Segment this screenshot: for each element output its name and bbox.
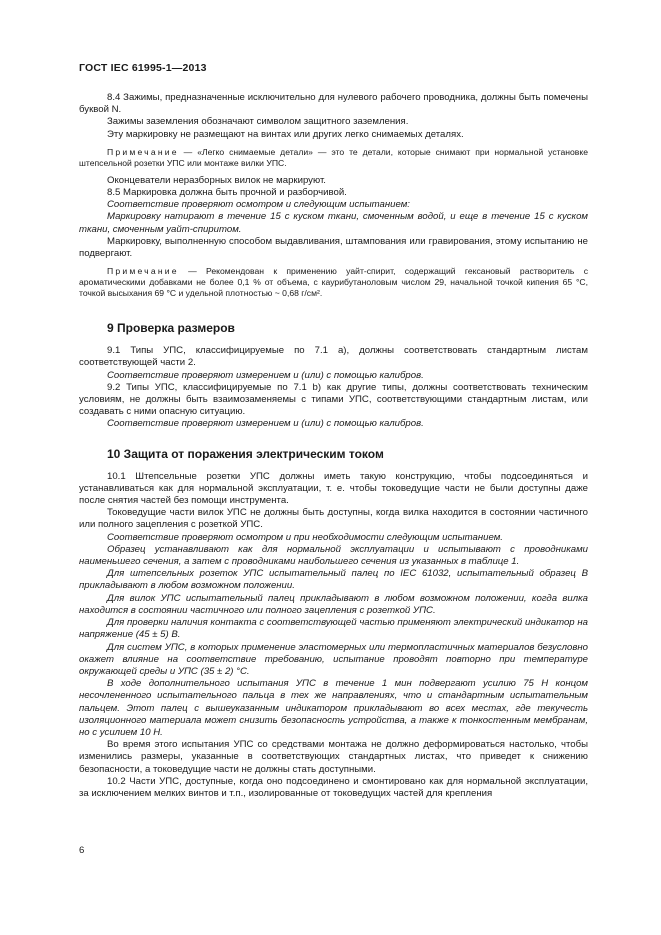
document-body — [79, 92, 588, 800]
italic-paragraph: Соответствие проверяют осмотром и следующим испытанием: — [107, 199, 410, 211]
paragraph: Токоведущие части вилок УПС не должны быть доступны, когда вилка находится в состоянии частичного или полного зацепления с розеткой УПС. — [79, 507, 588, 531]
paragraph: Во время этого испытания УПС со средствами монтажа не должно деформироваться настолько, чтобы изменились размеры, указанные в соответствующих стандартных листах, что приведет к снижению безопасности, а токоведущие части не должны стать доступными. — [79, 739, 588, 775]
paragraph: Зажимы заземления обозначают символом защитного заземления. — [107, 116, 409, 128]
italic-paragraph: Для вилок УПС испытательный палец прикладывают в любом возможном положении, когда вилка находится в состоянии частичного или полного зацепления с розеткой УПС. — [79, 592, 588, 616]
paragraph: 8.5 Маркировка должна быть прочной и разборчивой. — [107, 187, 347, 199]
italic-paragraph: Образец устанавливают как для нормальной эксплуатации и испытывают с проводниками наименьшего сечения, а затем с проводниками наибольшего сечения из указанных в таблице 1. — [79, 543, 588, 568]
paragraph: 10.1 Штепсельные розетки УПС должны иметь такую конструкцию, чтобы подсоединяться и устанавливаться как для нормальной эксплуатации, т. е. чтобы токоведущие части не были доступны даже после снятия частей без помощи инструмента. — [79, 470, 588, 507]
paragraph: 10.2 Части УПС, доступные, когда оно подсоединено и смонтировано как для нормальной эксплуатации, за исключением мелких винтов и т.п., изолированные от токоведущих частей для крепления — [79, 775, 588, 799]
paragraph: Маркировку, выполненную способом выдавливания, штампования или гравирования, этому испытанию не подвергают. — [79, 235, 588, 260]
paragraph: 8.4 Зажимы, предназначенные исключительно для нулевого рабочего проводника, должны быть помечены буквой N. — [79, 92, 588, 116]
paragraph: Оконцеватели неразборных вилок не маркируют. — [107, 174, 326, 186]
section-heading: 9 Проверка размеров — [107, 321, 235, 336]
italic-paragraph: Соответствие проверяют осмотром и при необходимости следующим испытанием. — [107, 531, 503, 543]
italic-paragraph: В ходе дополнительного испытания УПС в течение 1 мин подвергают усилию 75 Н концом несочлененного испытательного пальца в тех же направлениях, что и стандартным испытательным пальцем. Этот палец с вышеуказанным индикатором прикладывают во всех местах, где текучесть изоляционного материала может снизить безопасность устройства, а также к тонкостенным мембранам, но с усилием 10 Н. — [79, 678, 588, 738]
italic-paragraph: Для систем УПС, в которых применение эластомерных или термопластичных материалов безусловно окажет влияние на соответствие требованию, испытание проводят повторно при температуре окружающей среды и УПС (35 ± 2) °С. — [79, 641, 588, 677]
note-text: — «Легко снимаемые детали» — это те детали, которые снимают при нормальной установке штепсельной розетки УПС или монтаже вилки УПС. — [79, 146, 588, 168]
note-label: Примечание — [107, 146, 179, 157]
paragraph: 9.2 Типы УПС, классифицируемые по 7.1 b) как другие типы, должны соответствовать техническим условиям, не должны быть взаимозаменяемы с типами УПС, соответствующими стандартным листам, или создавать с ними опасную ситуацию. — [79, 381, 588, 418]
italic-paragraph: Для штепсельных розеток УПС испытательный палец по IEC 61032, испытательный образец В прикладывают в любом возможном положении. — [79, 568, 588, 592]
note-text: — Рекомендован к применению уайт-спирит, содержащий гексановый растворитель с ароматическими добавками не более 0,1 % от объема, с каурибутаноловым числом 29, начальной точкой кипения 65 °С, точкой высыхания 69 °С и удельной плотностью ~ 0,68 г/см². — [79, 266, 588, 299]
paragraph: 9.1 Типы УПС, классифицируемые по 7.1 а), должны соответствовать стандартным листам соответствующей части 2. — [79, 345, 588, 369]
note-label: Примечание — [107, 266, 179, 277]
italic-paragraph: Соответствие проверяют измерением и (или) с помощью калибров. — [107, 369, 424, 381]
paragraph: Эту маркировку не размещают на винтах или других легко снимаемых деталях. — [107, 128, 464, 140]
note-paragraph — [79, 147, 588, 169]
italic-paragraph: Для проверки наличия контакта с соответствующей частью применяют электрический индикатор на напряжение (45 ± 5) В. — [79, 617, 588, 641]
section-heading: 10 Защита от поражения электрическим током — [107, 446, 384, 461]
page-number: 6 — [79, 845, 85, 856]
standard-header: ГОСТ IEC 61995-1—2013 — [79, 62, 207, 74]
italic-paragraph: Маркировку натирают в течение 15 с куском ткани, смоченным водой, и еще в течение 15 с куском ткани, смоченным уайт-спиритом. — [79, 211, 588, 235]
italic-paragraph: Соответствие проверяют измерением и (или) с помощью калибров. — [107, 418, 424, 430]
note-paragraph — [79, 266, 588, 299]
